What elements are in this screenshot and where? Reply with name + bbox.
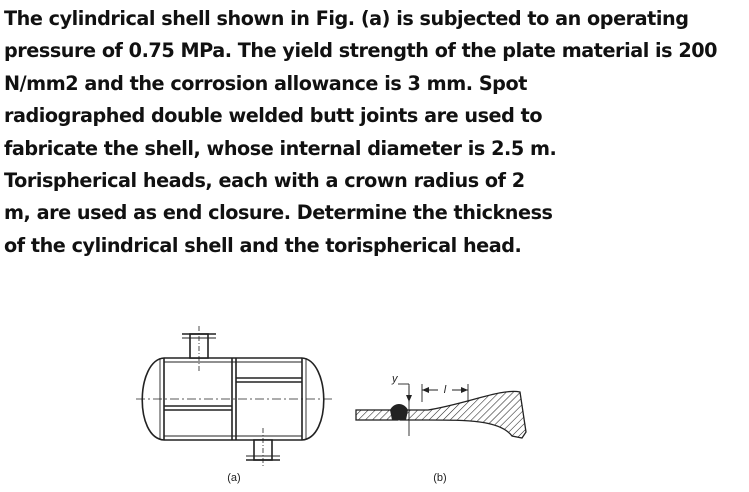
problem-line: pressure of 0.75 MPa. The yield strength of the plate material is 200 [4,39,718,63]
vessel-drawing [136,326,332,466]
figure-a-caption: (a) [227,472,241,484]
problem-line: m, are used as end closure. Determine the thickness [4,201,553,225]
label-y: y [392,373,398,385]
label-l: l [443,384,447,396]
problem-line: radiographed double welded butt joints are used to [4,104,543,128]
figure-b-caption: (b) [433,472,447,484]
problem-line: The cylindrical shell shown in Fig. (a) is subjected to an operating [4,7,689,30]
problem-line: Torispherical heads, each with a crown radius of 2 [4,169,525,193]
problem-line: N/mm2 and the corrosion allowance is 3 mm. Spot [4,71,527,95]
problem-line: of the cylindrical shell and the torispherical head. [4,233,522,257]
problem-line: fabricate the shell, whose internal diameter is 2.5 m. [4,136,557,160]
